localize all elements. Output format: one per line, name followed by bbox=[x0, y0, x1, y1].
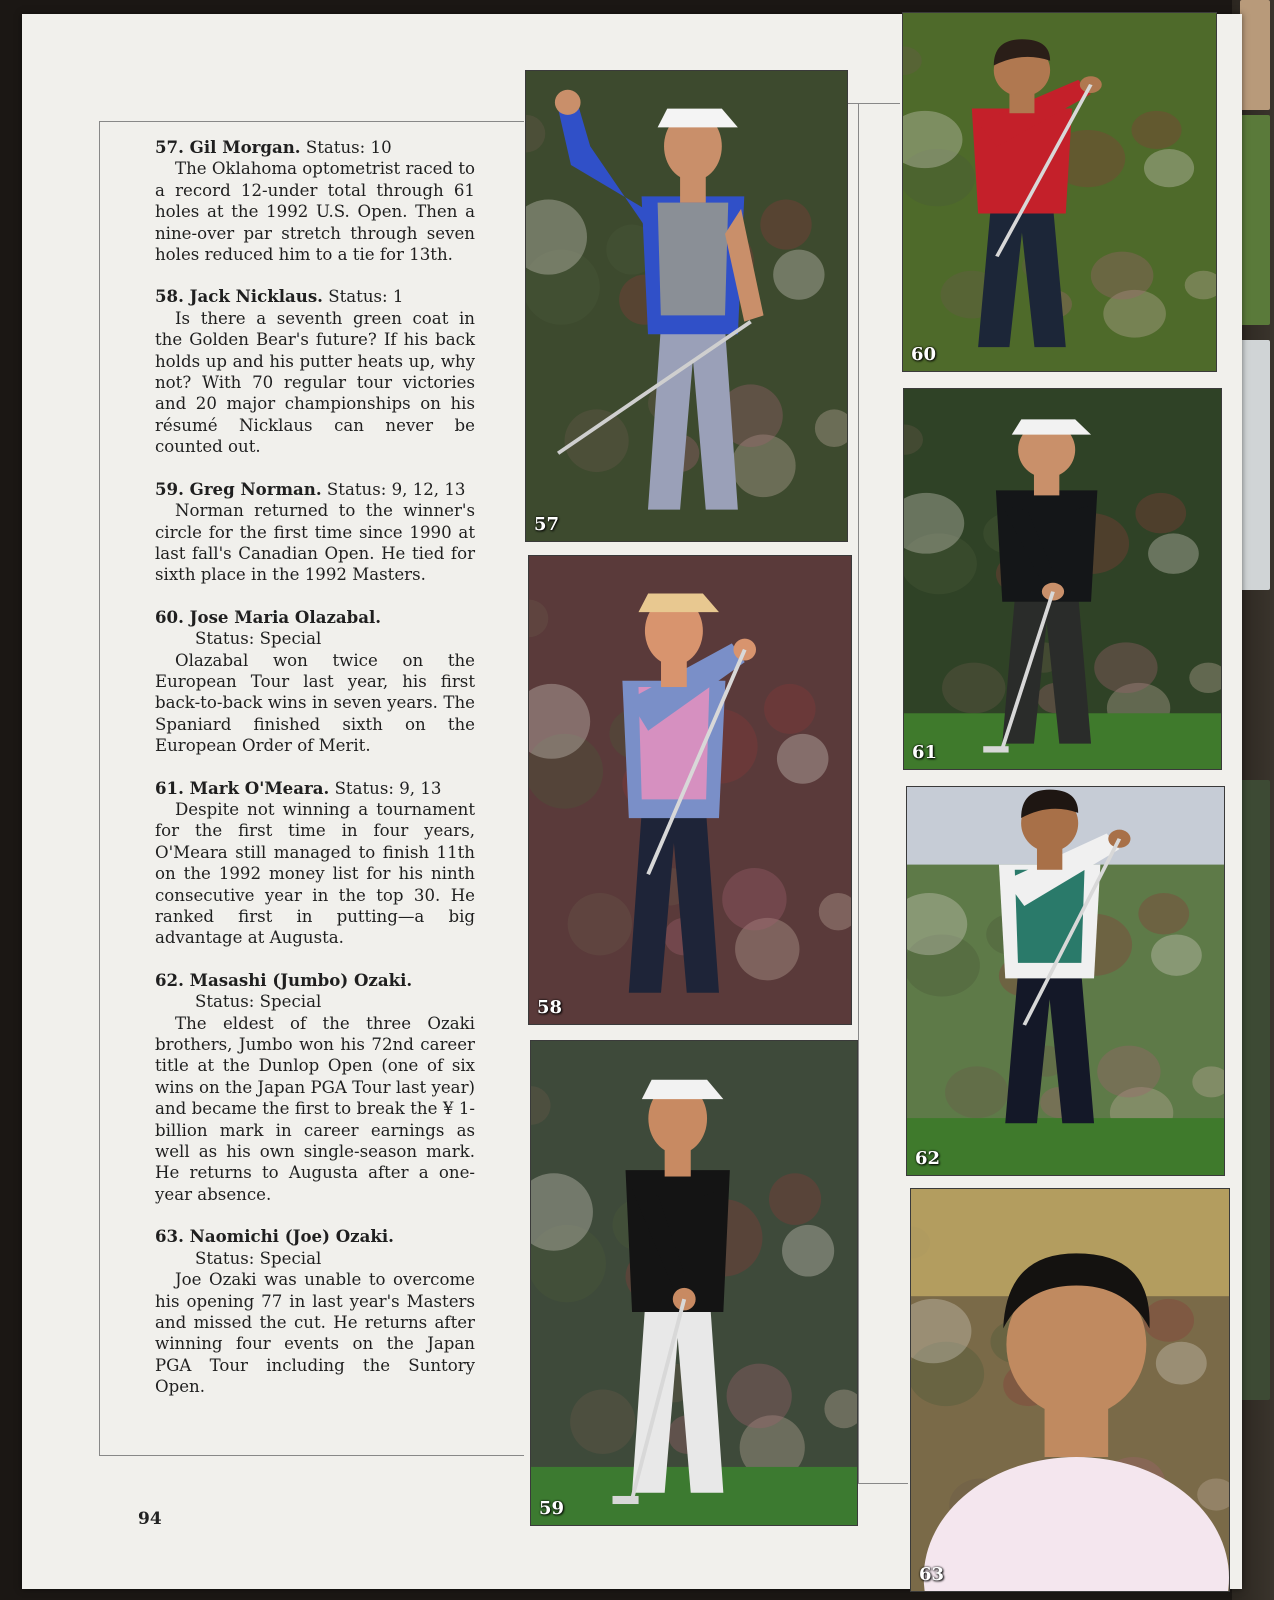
player-status: Status: Special bbox=[195, 1248, 322, 1268]
player-name: 58. Jack Nicklaus. bbox=[155, 286, 323, 307]
player-description: Norman returned to the winner's circle for the first time since 1990 at last fall's Canadian Open. He tied for sixth place in the 1992 Masters. bbox=[155, 501, 475, 585]
player-entry bbox=[155, 607, 475, 757]
player-entry bbox=[155, 479, 475, 586]
photo-number: 61 bbox=[912, 742, 938, 763]
frame-bottom-right-rule bbox=[858, 1483, 908, 1484]
photo-number: 57 bbox=[534, 514, 560, 535]
player-entry bbox=[155, 778, 475, 949]
photo-illustration bbox=[529, 556, 851, 1024]
entry-heading bbox=[155, 778, 475, 799]
player-name: 61. Mark O'Meara. bbox=[155, 777, 330, 798]
player-status: Status: 10 bbox=[305, 138, 392, 157]
entry-heading bbox=[155, 137, 475, 158]
player-status: Status: 1 bbox=[328, 287, 404, 307]
page-number: 94 bbox=[138, 1509, 162, 1529]
photo-illustration bbox=[526, 71, 847, 541]
frame-top-rule bbox=[99, 121, 524, 122]
photo-number: 62 bbox=[915, 1148, 941, 1169]
frame-right-rule bbox=[858, 103, 859, 1483]
frame-bottom-rule bbox=[99, 1455, 524, 1456]
photo-58 bbox=[528, 555, 852, 1025]
photo-59 bbox=[530, 1040, 858, 1526]
entry-heading bbox=[155, 286, 475, 307]
player-description: Olazabal won twice on the European Tour last year, his first back-to-back wins in seven years. The Spaniard finished sixth on the European Order of Merit. bbox=[155, 650, 475, 756]
player-status: Status: Special bbox=[195, 992, 322, 1012]
photo-number: 58 bbox=[537, 997, 563, 1018]
player-description: The Oklahoma optometrist raced to a record 12-under total through 61 holes at the 1992 U.S. Open. Then a nine-over par stretch through seven holes reduced him to a tie for 13th. bbox=[155, 159, 475, 265]
player-description: The eldest of the three Ozaki brothers, Jumbo won his 72nd career title at the Dunlop Open (one of six wins on the Japan PGA Tour last year) and became the first to break the ¥ 1-billion mark in career earnings as well as his own single-season mark. He returns to Augusta after a one-year absence. bbox=[155, 1013, 475, 1204]
player-entry bbox=[155, 970, 475, 1205]
player-description: Is there a seventh green coat in the Golden Bear's future? If his back holds up and his putter heats up, why not? With 70 regular tour victories and 20 major championships on his résumé Nicklaus can never be counted out. bbox=[155, 308, 475, 457]
frame-left-rule bbox=[99, 121, 100, 1456]
photo-63 bbox=[910, 1188, 1230, 1592]
photo-illustration bbox=[903, 13, 1216, 371]
player-description: Joe Ozaki was unable to overcome his opening 77 in last year's Masters and missed the cut. He returns after winning four events on the Japan PGA Tour including the Suntory Open. bbox=[155, 1270, 475, 1397]
player-entry bbox=[155, 137, 475, 265]
photo-57 bbox=[525, 70, 848, 542]
player-status: Status: 9, 12, 13 bbox=[326, 479, 466, 499]
player-name: 63. Naomichi (Joe) Ozaki. bbox=[155, 1226, 394, 1247]
player-name: 59. Greg Norman. bbox=[155, 478, 322, 499]
entry-heading bbox=[155, 970, 475, 991]
player-status: Status: 9, 13 bbox=[334, 778, 442, 798]
player-entry bbox=[155, 1226, 475, 1397]
photo-61 bbox=[903, 388, 1222, 770]
player-name: 60. Jose Maria Olazabal. bbox=[155, 606, 382, 627]
photo-illustration bbox=[904, 389, 1221, 769]
photo-illustration bbox=[531, 1041, 857, 1525]
player-description: Despite not winning a tournament for the first time in four years, O'Meara still managed to finish 11th on the 1992 money list for his ninth consecutive year in the top 30. He ranked first in putting—a big advantage at Augusta. bbox=[155, 799, 475, 948]
photo-60 bbox=[902, 12, 1217, 372]
photo-62 bbox=[906, 786, 1225, 1176]
photo-illustration bbox=[911, 1189, 1229, 1591]
entry-heading bbox=[155, 607, 475, 628]
photo-number: 63 bbox=[919, 1564, 945, 1585]
player-name: 62. Masashi (Jumbo) Ozaki. bbox=[155, 969, 413, 990]
player-entry bbox=[155, 286, 475, 457]
player-entries bbox=[155, 137, 475, 1419]
player-status: Status: Special bbox=[195, 629, 322, 649]
player-name: 57. Gil Morgan. bbox=[155, 137, 301, 157]
photo-number: 59 bbox=[539, 1498, 565, 1519]
entry-heading bbox=[155, 479, 475, 500]
photo-illustration bbox=[907, 787, 1224, 1175]
entry-heading bbox=[155, 1226, 475, 1247]
photo-number: 60 bbox=[911, 344, 937, 365]
